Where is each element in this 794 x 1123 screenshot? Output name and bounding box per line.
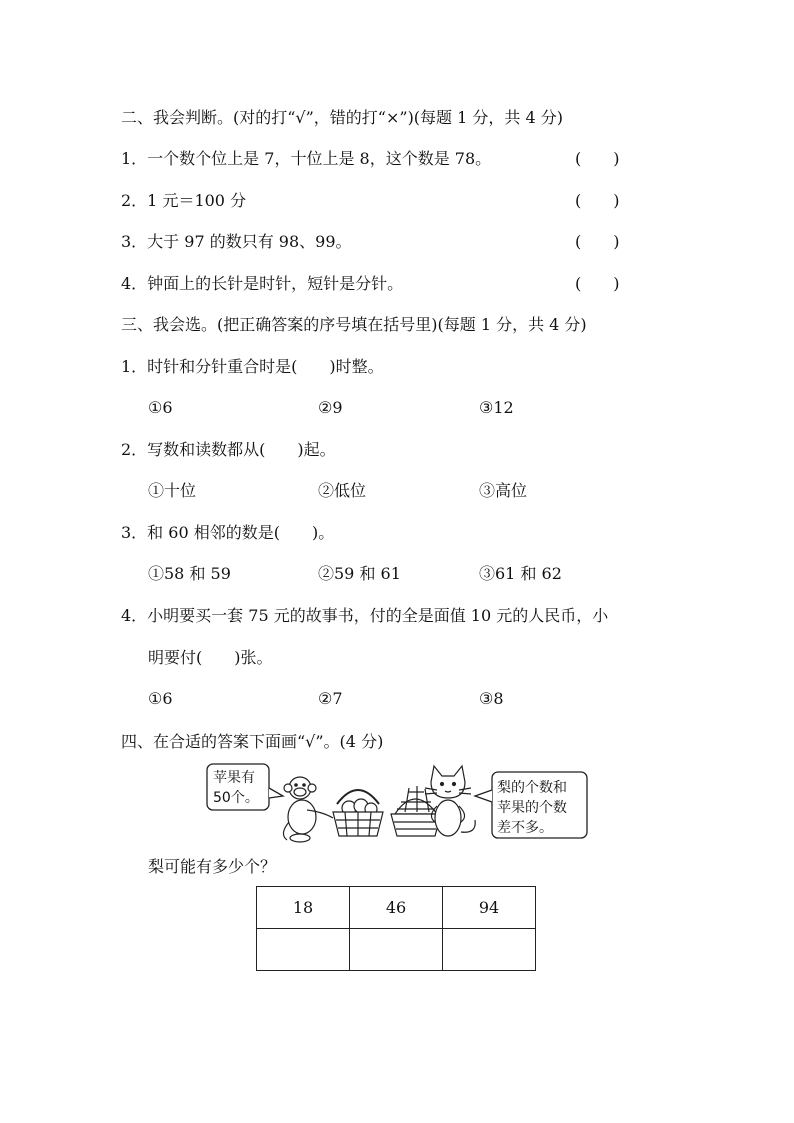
section-2-heading: 二、我会判断。(对的打“√”，错的打“×”)(每题 1 分，共 4 分) [121,108,563,127]
choice-q2-option-b: ②低位 [318,481,367,500]
answer-table-mark-row [257,929,536,971]
answer-mark-cell-18[interactable] [257,929,350,971]
apple-basket-icon [333,790,383,836]
judge-item-1: 1．一个数个位上是 7，十位上是 8，这个数是 78。 [121,149,492,168]
choice-q1-option-c: ③12 [479,398,514,417]
choice-q4-option-b: ②7 [318,689,343,708]
pear-question: 梨可能有多少个？ [148,857,277,876]
choice-q1-option-a: ①6 [148,398,173,417]
answer-table-header-row [257,887,536,929]
answer-option-46: 46 [350,887,443,929]
monkey-icon [283,777,333,842]
answer-option-94: 94 [443,887,536,929]
choice-q4-option-a: ①6 [148,689,173,708]
choice-q3-option-c: ③61 和 62 [479,564,562,583]
choice-question-2: 2．写数和读数都从( )起。 [121,440,336,459]
answer-option-18: 18 [257,887,350,929]
judge-answer-paren-2[interactable]: ( ) [575,191,620,210]
choice-question-1: 1．时针和分针重合时是( )时整。 [121,357,384,376]
monkey-cat-fruit-illustration [205,762,590,844]
choice-q3-option-b: ②59 和 61 [318,564,401,583]
answer-mark-cell-46[interactable] [350,929,443,971]
choice-question-3: 3．和 60 相邻的数是( )。 [121,523,335,542]
answer-mark-cell-94[interactable] [443,929,536,971]
choice-q4-option-c: ③8 [479,689,504,708]
section-3-heading: 三、我会选。(把正确答案的序号填在括号里)(每题 1 分，共 4 分) [121,315,587,334]
choice-question-4-line-1: 4．小明要买一套 75 元的故事书，付的全是面值 10 元的人民币，小 [121,606,609,625]
choice-question-4-line-2: 明要付( )张。 [148,648,273,667]
section-4-heading: 四、在合适的答案下面画“√”。(4 分) [121,732,384,751]
speech-bubble-right [475,772,587,838]
choice-q2-option-c: ③高位 [479,481,528,500]
bubble-left-line-2: 50个。 [213,790,259,806]
bubble-right-line-2: 苹果的个数 [497,800,567,816]
bubble-right-line-3: 差不多。 [497,820,553,836]
answer-table [256,886,536,971]
judge-answer-paren-3[interactable]: ( ) [575,232,620,251]
choice-q1-option-b: ②9 [318,398,343,417]
bubble-right-line-1: 梨的个数和 [497,780,567,796]
judge-answer-paren-1[interactable]: ( ) [575,149,620,168]
speech-bubble-left [207,764,283,810]
bubble-left-line-1: 苹果有 [213,770,255,786]
judge-item-3: 3．大于 97 的数只有 98、99。 [121,232,352,251]
choice-q2-option-a: ①十位 [148,481,197,500]
judge-answer-paren-4[interactable]: ( ) [575,274,620,293]
choice-q3-option-a: ①58 和 59 [148,564,231,583]
judge-item-4: 4．钟面上的长针是时针，短针是分针。 [121,274,404,293]
judge-item-2: 2．1 元＝100 分 [121,191,247,210]
